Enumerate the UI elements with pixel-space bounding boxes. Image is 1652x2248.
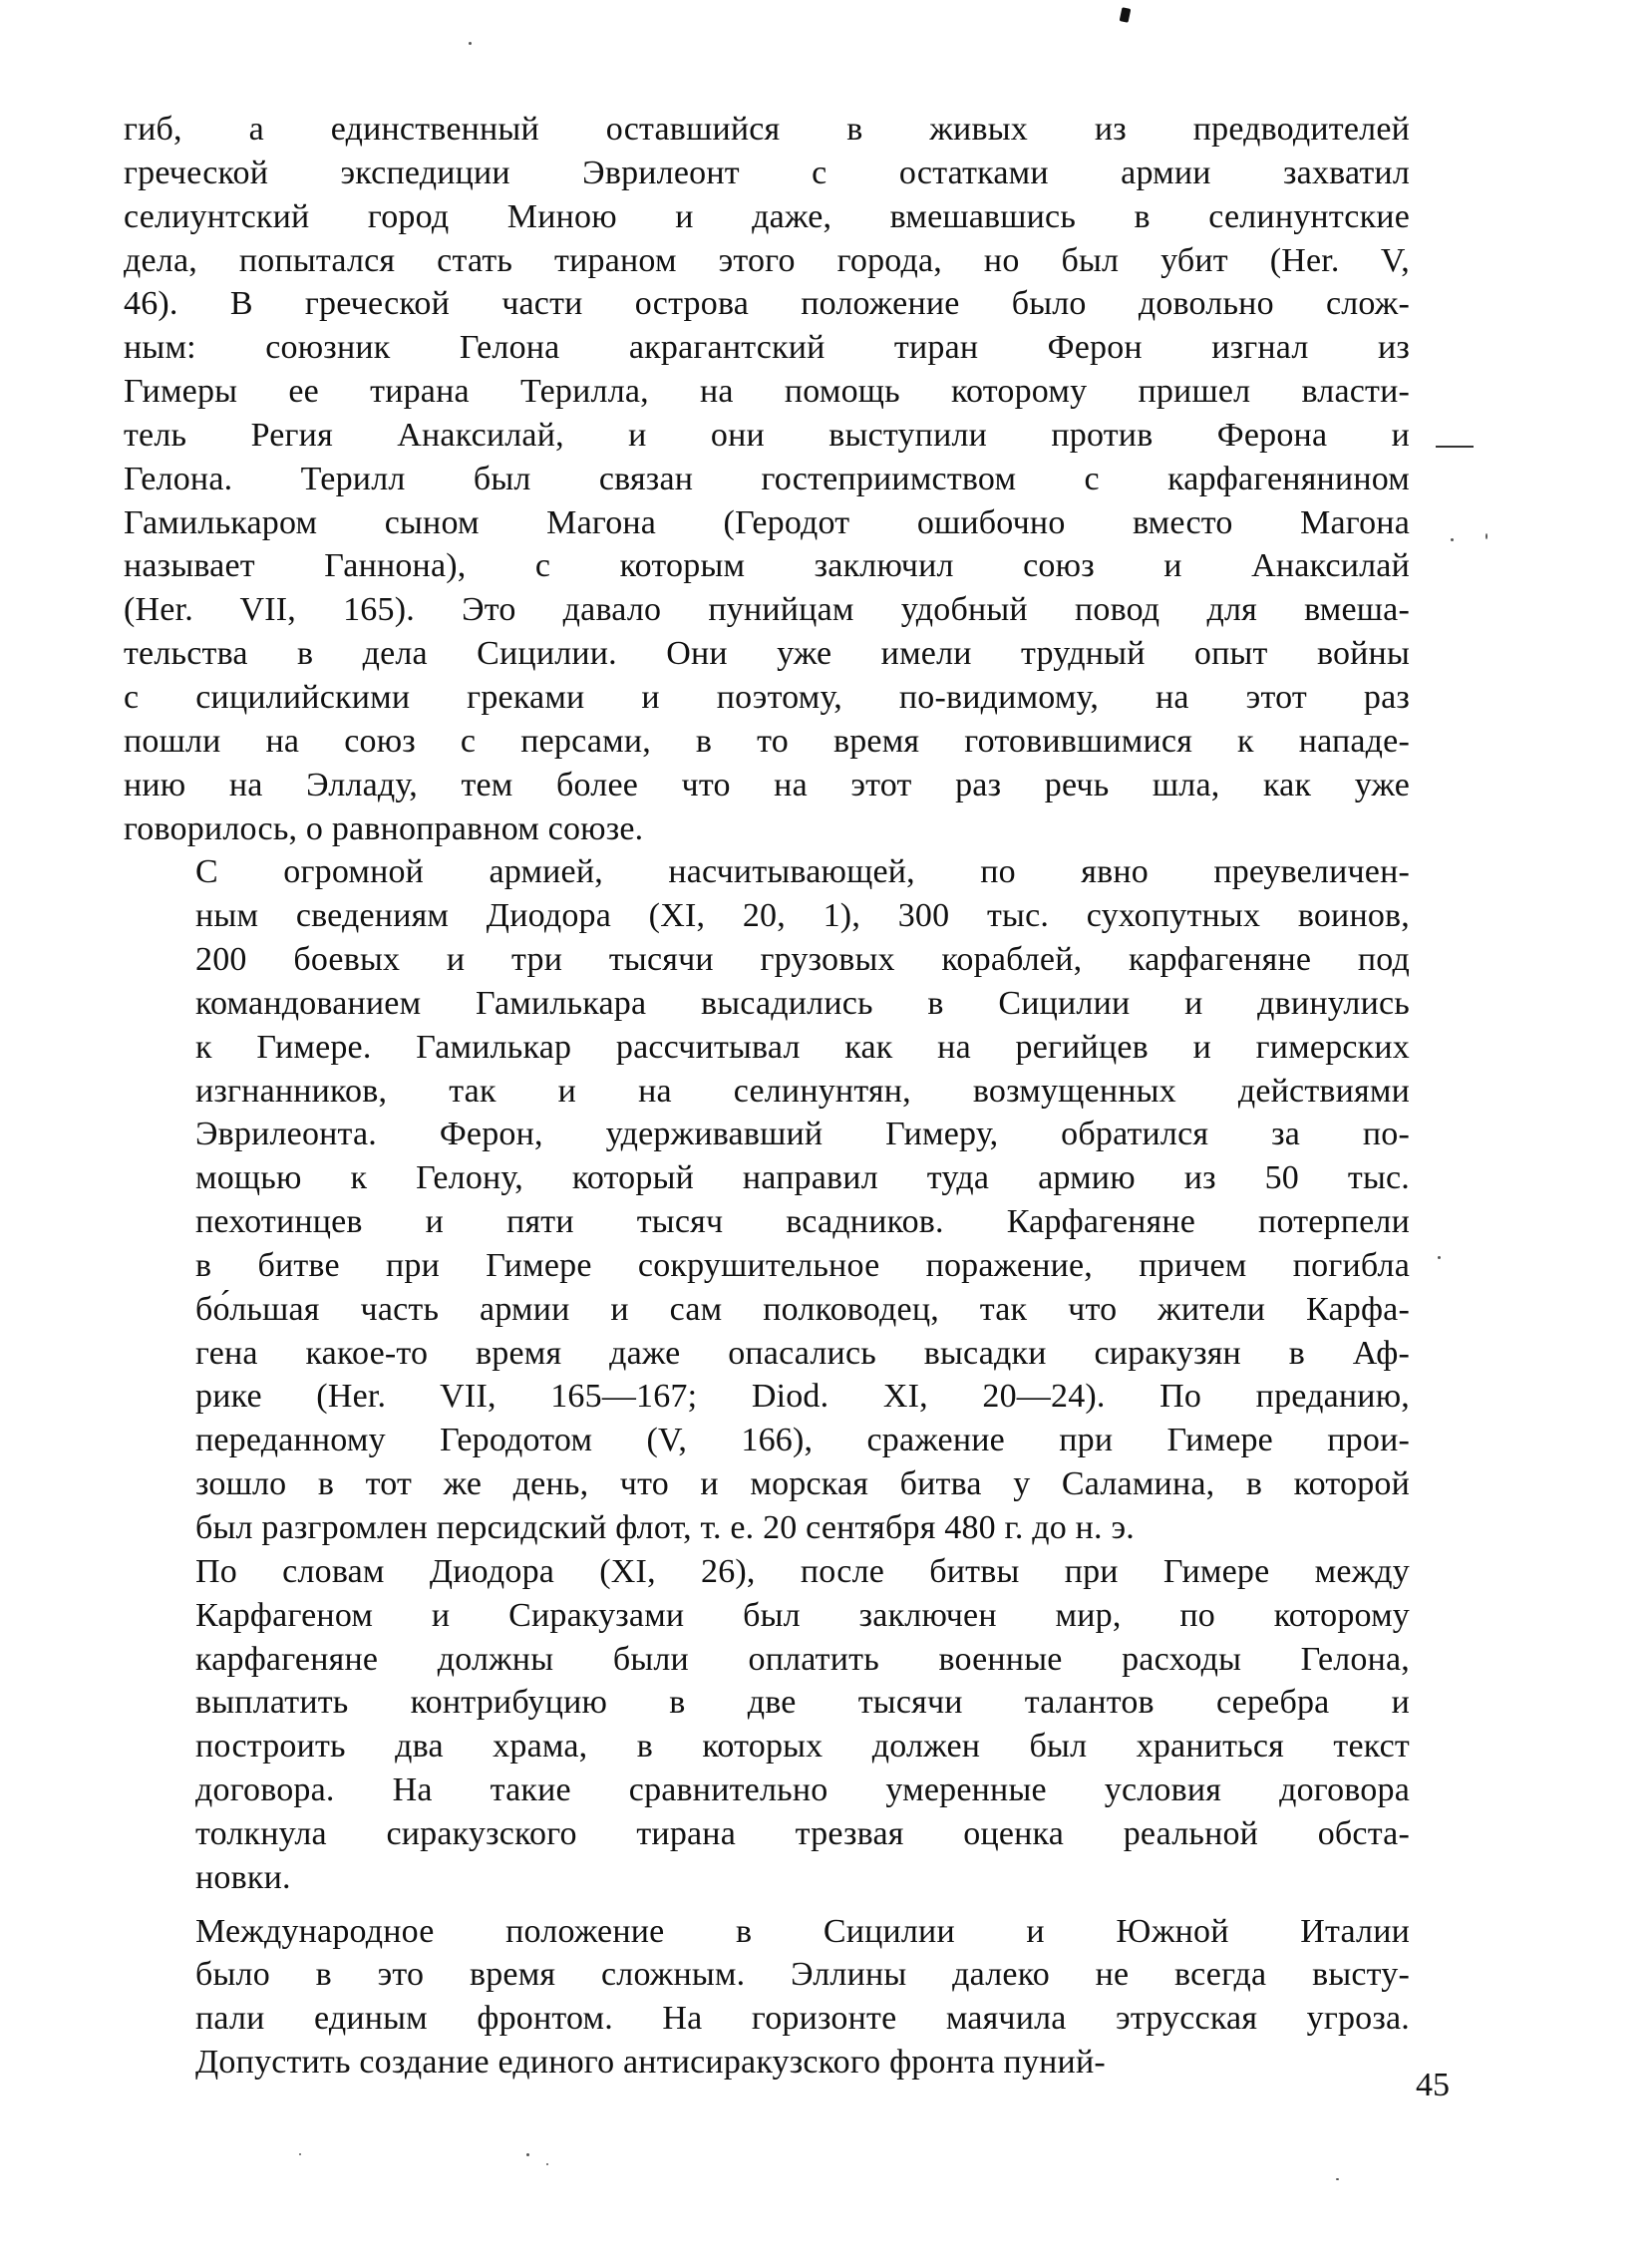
text-line: Гелона. Терилл был связан гостеприимством с карфагенянином xyxy=(124,460,1410,497)
text-line: пехотинцев и пяти тысяч всадников. Карфагеняне потерпели xyxy=(195,1203,1410,1241)
paragraph xyxy=(124,108,1410,850)
text-line: мощью к Гелону, который направил туда армию из 50 тыс. xyxy=(195,1159,1410,1197)
text-line: Допустить создание единого антисиракузского фронта пуний- xyxy=(195,2044,1106,2082)
text-line: было в это время сложным. Эллины далеко не всегда высту- xyxy=(195,1956,1410,1994)
text-line: переданному Геродотом (V, 166), сражение при Гимере прои- xyxy=(195,1422,1410,1459)
text-line: с сицилийскими греками и поэтому, по-видимому, на этот раз xyxy=(124,678,1410,716)
scan-speck xyxy=(1486,533,1487,539)
text-line: нию на Элладу, тем более что на этот раз речь шла, как уже xyxy=(124,766,1410,803)
page-number: 45 xyxy=(1416,2067,1450,2103)
scan-speck xyxy=(1438,1256,1441,1259)
text-line: командованием Гамилькара высадились в Сицилии и двинулись xyxy=(195,984,1410,1022)
text-line: ным сведениям Диодора (XI, 20, 1), 300 тыс. сухопутных воинов, xyxy=(195,897,1410,935)
text-line: С огромной армией, насчитывающей, по явно преувеличен- xyxy=(195,853,1410,891)
text-line: построить два храма, в которых должен был храниться текст xyxy=(195,1728,1410,1766)
scan-speck xyxy=(546,2163,548,2165)
text-line: изгнанников, так и на селинунтян, возмущенных действиями xyxy=(195,1072,1410,1110)
text-line: Гимеры ее тирана Терилла, на помощь которому пришел власти- xyxy=(124,373,1410,411)
text-line: тель Регия Анаксилай, и они выступили против Ферона и xyxy=(124,416,1410,454)
text-line: 46). В греческой части острова положение было довольно слож- xyxy=(124,285,1410,323)
scan-speck xyxy=(469,42,472,45)
body-text xyxy=(124,108,1410,2085)
text-line: ным: союзник Гелона акрагантский тиран Ферон изгнал из xyxy=(124,329,1410,367)
text-line: был разгромлен персидский флот, т. е. 20 сентября 480 г. до н. э. xyxy=(195,1509,1135,1546)
text-line: говорилось, о равноправном союзе. xyxy=(124,809,644,847)
text-line: селиунтский город Миною и даже, вмешавшись в селинунтские xyxy=(124,197,1410,235)
text-line: толкнула сиракузского тирана трезвая оценка реальной обста- xyxy=(195,1814,1410,1852)
text-line: пали единым фронтом. На горизонте маячила этрусская угроза. xyxy=(195,2000,1410,2038)
text-line: греческой экспедиции Эврилеонт с остатками армии захватил xyxy=(124,154,1410,191)
text-line: рике (Her. VII, 165—167; Diod. XI, 20—24). По преданию, xyxy=(195,1378,1410,1416)
text-line: в битве при Гимере сокрушительное поражение, причем погибла xyxy=(195,1246,1410,1284)
text-line: бо́льшая часть армии и сам полководец, так что жители Карфа- xyxy=(195,1290,1410,1328)
text-line: тельства в дела Сицилии. Они уже имели трудный опыт войны xyxy=(124,635,1410,673)
text-line: Гамилькаром сыном Магона (Геродот ошибочно вместо Магона xyxy=(124,503,1410,541)
text-line: карфагеняне должны были оплатить военные расходы Гелона, xyxy=(195,1640,1410,1678)
text-line: (Her. VII, 165). Это давало пунийцам удобный повод для вмеша- xyxy=(124,591,1410,629)
scan-mark xyxy=(1120,7,1132,23)
scan-speck xyxy=(526,2153,529,2156)
paragraph xyxy=(124,850,1410,1550)
scan-speck xyxy=(1451,538,1454,541)
text-line: к Гимере. Гамилькар рассчитывал как на регийцев и гимерских xyxy=(195,1028,1410,1066)
text-line: называет Ганнона), с которым заключил союз и Анаксилай xyxy=(124,547,1410,585)
text-line: По словам Диодора (XI, 26), после битвы при Гимере между xyxy=(195,1552,1410,1590)
text-line: Карфагеном и Сиракузами был заключен мир, по которому xyxy=(195,1596,1410,1634)
text-line: выплатить контрибуцию в две тысячи талантов серебра и xyxy=(195,1684,1410,1722)
paragraph xyxy=(124,1910,1410,2085)
text-line: договора. На такие сравнительно умеренные условия договора xyxy=(195,1771,1410,1809)
text-line: гиб, а единственный оставшийся в живых из предводителей xyxy=(124,111,1410,148)
scan-speck xyxy=(1336,2178,1339,2180)
text-line: Международное положение в Сицилии и Южной Италии xyxy=(195,1912,1410,1950)
text-line: дела, попытался стать тираном этого города, но был убит (Her. V, xyxy=(124,241,1410,279)
text-line: гена какое-то время даже опасались высадки сиракузян в Аф- xyxy=(195,1334,1410,1372)
text-line: новки. xyxy=(195,1858,291,1896)
text-line: Эврилеонта. Ферон, удерживавший Гимеру, обратился за по- xyxy=(195,1116,1410,1153)
scan-speck xyxy=(299,2153,301,2155)
margin-dash xyxy=(1436,446,1474,448)
paragraph xyxy=(124,1550,1410,1900)
text-line: 200 боевых и три тысячи грузовых кораблей, карфагеняне под xyxy=(195,941,1410,979)
text-line: зошло в тот же день, что и морская битва у Саламина, в которой xyxy=(195,1465,1410,1503)
text-line: пошли на союз с персами, в то время готовившимися к нападе- xyxy=(124,722,1410,760)
